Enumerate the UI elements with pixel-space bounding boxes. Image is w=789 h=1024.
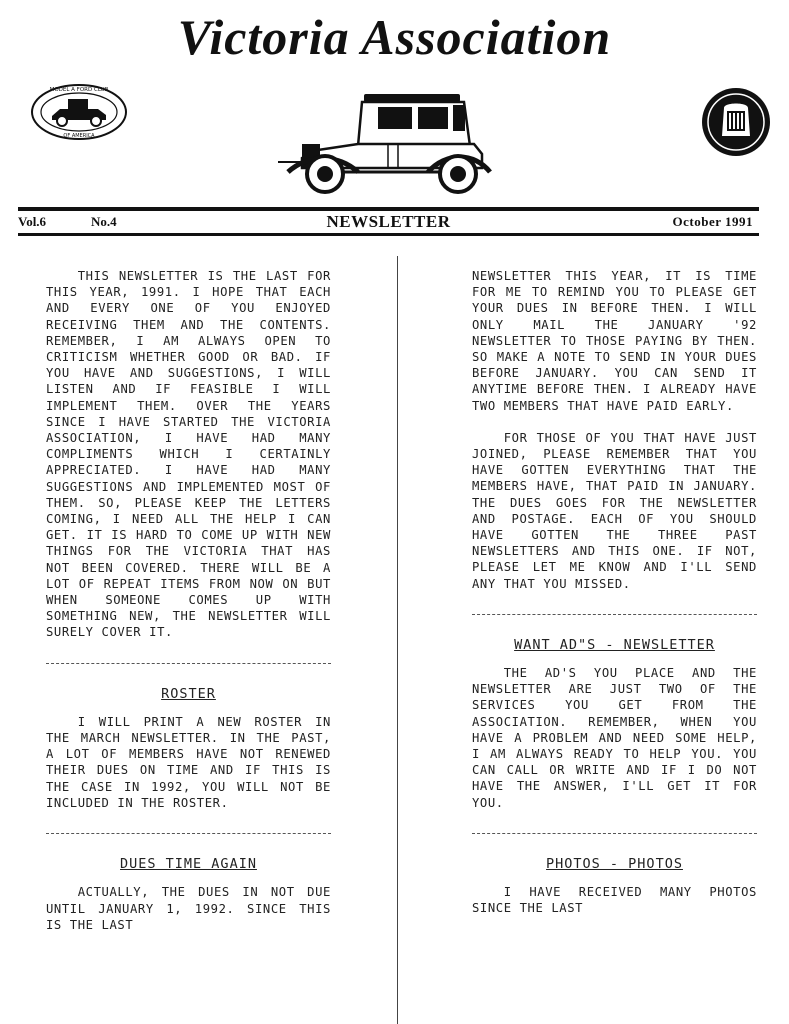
dues-paragraph: ACTUALLY, THE DUES IN NOT DUE UNTIL JANUARY 1, 1992. SINCE THIS IS THE LAST bbox=[46, 885, 331, 932]
model-a-ford-club-logo-icon bbox=[30, 82, 128, 142]
logo-text-top: MODEL A FORD CLUB bbox=[49, 87, 109, 93]
dashed-separator bbox=[472, 833, 757, 834]
volume-label: Vol.6 bbox=[18, 214, 47, 229]
left-column bbox=[46, 268, 331, 933]
roster-paragraph: I WILL PRINT A NEW ROSTER IN THE MARCH NEWSLETTER. IN THE PAST, A LOT OF MEMBERS HAVE NOT RENEWED THEIR DUES ON TIME AND IF THIS IS THE CASE IN 1992, YOU WILL NOT BE INCLUDED IN THE ROSTER. bbox=[46, 714, 331, 810]
new-members-paragraph: FOR THOSE OF YOU THAT HAVE JUST JOINED, PLEASE REMEMBER THAT YOU HAVE GOTTEN EVERYTHING THAT THE MEMBERS HAVE, THAT PAID IN JANUARY. THE DUES GOES FOR THE NEWSLETTER AND POSTAGE. EACH OF YOU SHOULD HAVE GOTTEN THE THREE PAST NEWSLETTERS AND THIS ONE. IF NOT, PLEASE LET ME KNOW AND I'LL SEND ANY THAT YOU MISSED. bbox=[472, 430, 757, 591]
photos-paragraph: I HAVE RECEIVED MANY PHOTOS SINCE THE LAST bbox=[472, 885, 757, 916]
dues-continued-paragraph: NEWSLETTER THIS YEAR, IT IS TIME FOR ME TO REMIND YOU TO PLEASE GET YOUR DUES IN BEFORE THEN. I WILL ONLY MAIL THE JANUARY '92 NEWSLETTER TO THOSE PAYING BY THEN. SO MAKE A NOTE TO SEND IN YOUR DUES BEFORE JANUARY. YOU CAN SEND IT ANYTIME BEFORE THEN. I ALREADY HAVE TWO MEMBERS THAT HAVE PAID EARLY. bbox=[472, 269, 757, 413]
issue-number: No.4 bbox=[91, 214, 117, 229]
masthead-title: Victoria Association bbox=[177, 9, 612, 65]
radiator-emblem-icon bbox=[700, 86, 772, 158]
issue-bar bbox=[18, 211, 759, 233]
want-ads-paragraph: THE AD'S YOU PLACE AND THE NEWSLETTER ARE JUST TWO OF THE SERVICES YOU GET FROM THE ASSOCIATION. REMEMBER, WHEN YOU HAVE A PROBLEM AND NEED SOME HELP, I AM ALWAYS READY TO HELP YOU. YOU CAN CALL OR WRITE AND IF I DO NOT HAVE THE ANSWER, I'LL GET IT FOR YOU. bbox=[472, 666, 757, 810]
newsletter-title: NEWSLETTER bbox=[326, 212, 451, 231]
roster-heading: ROSTER bbox=[161, 685, 216, 702]
model-a-victoria-car-icon bbox=[278, 88, 496, 196]
dashed-separator bbox=[472, 614, 757, 615]
right-column bbox=[472, 268, 757, 917]
header-rule-bottom bbox=[18, 233, 759, 236]
want-ads-heading: WANT AD"S - NEWSLETTER bbox=[514, 636, 715, 653]
issue-date: October 1991 bbox=[672, 214, 753, 229]
column-divider bbox=[397, 256, 398, 1024]
photos-heading: PHOTOS - PHOTOS bbox=[546, 855, 683, 872]
logo-text-bottom: OF AMERICA bbox=[63, 133, 95, 139]
intro-paragraph: THIS NEWSLETTER IS THE LAST FOR THIS YEAR, 1991. I HOPE THAT EACH AND EVERY ONE OF YOU ENJOYED RECEIVING THEM AND THE CONTENTS. REMEMBER, I AM ALWAYS OPEN TO CRITICISM WHETHER GOOD OR BAD. IF YOU HAVE AND SUGGESTIONS, I WILL LISTEN AND IF FEASIBLE I WILL IMPLEMENT THEM. OVER THE YEARS SINCE I HAVE STARTED THE VICTORIA ASSOCIATION, I HAVE HAD MANY COMPLIMENTS WHICH I CERTAINLY APPRECIATED. I HAVE HAD MANY SUGGESTIONS AND IMPLEMENTED MOST OF THEM. SO, PLEASE KEEP THE LETTERS COMING, I NEED ALL THE HELP I CAN GET. IT IS HARD TO COME UP WITH NEW THINGS FOR THE VICTORIA THAT HAS NOT BEEN COVERED. THERE WILL BE A LOT OF REPEAT ITEMS FROM NOW ON BUT WHEN SOMEONE COMES UP WITH SOMETHING NEW, THE NEWSLETTER WILL SURELY COVER IT. bbox=[46, 269, 331, 640]
dues-heading: DUES TIME AGAIN bbox=[120, 856, 257, 873]
dashed-separator bbox=[46, 833, 331, 834]
dashed-separator bbox=[46, 663, 331, 664]
